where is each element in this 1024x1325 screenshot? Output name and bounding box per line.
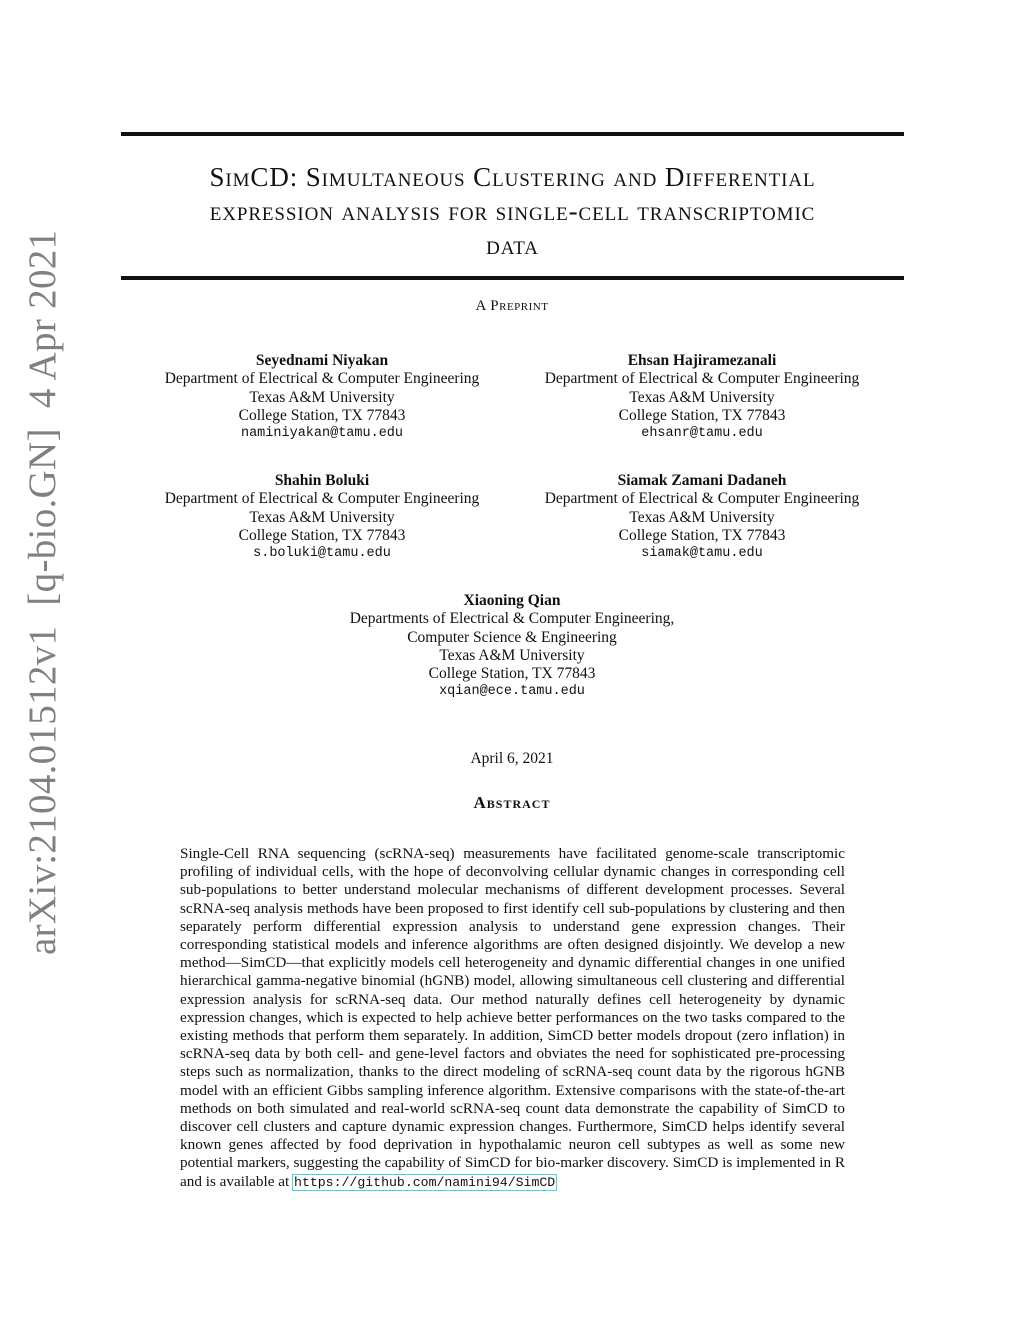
title-line-1: SimCD: Simultaneous Clustering and Differential [209,162,816,192]
author-department: Departments of Electrical & Computer Engineering, [349,610,675,628]
author-name: Xiaoning Qian [463,592,561,609]
author-university: Texas A&M University [249,388,395,406]
abstract-heading: Abstract [473,793,551,812]
author-name: Seyednami Niyakan [255,352,389,369]
author-location: College Station, TX 77843 [618,406,786,424]
arxiv-identifier-stamp: arXiv:2104.01512v1 [q-bio.GN] 4 Apr 2021 [21,229,64,955]
title-line-2: expression analysis for single-cell transcriptomic [209,196,816,226]
author-email[interactable]: siamak@tamu.edu [641,546,763,562]
author-university: Texas A&M University [629,508,775,526]
author-name: Shahin Boluki [274,472,370,489]
author-block-niyakan [122,352,522,443]
author-email[interactable]: ehsanr@tamu.edu [641,426,763,442]
author-location: College Station, TX 77843 [238,406,406,424]
github-link[interactable]: https://github.com/namini94/SimCD [294,1174,556,1190]
author-block-qian [262,592,762,702]
abstract-text: Single-Cell RNA sequencing (scRNA-seq) measurements have facilitated genome-scale transcriptomic profiling of individual cells, with the hope of deconvolving cellular dynamic changes in corresponding cell sub-populations to better understand molecular mechanisms of different development processes. Several scRNA-seq analysis methods have been proposed to first identify cell sub-populations by clustering and then separately perform differential expression analysis to understand gene expression changes. Their corresponding statistical models and inference algorithms are often designed disjointly. We develop a new method—SimCD—that explicitly models cell heterogeneity and dynamic differential changes in one unified hierarchical gamma-negative binomial (hGNB) model, allowing simultaneous cell clustering and differential expression analysis for scRNA-seq data. Our method naturally defines cell heterogeneity by dynamic expression changes, which is expected to help achieve better performances on the two tasks compared to the existing methods that perform them separately. In addition, SimCD better models dropout (zero inflation) in scRNA-seq data by both cell- and gene-level factors and obviates the need for sophisticated pre-processing steps such as normalization, thanks to the direct modeling of scRNA-seq count data by the rigorous hGNB model with an efficient Gibbs sampling inference algorithm. Extensive comparisons with the state-of-the-art methods on both simulated and real-world scRNA-seq count data demonstrate the capability of SimCD to discover cell clusters and capture dynamic expression changes. Furthermore, SimCD helps identify several known genes affected by food deprivation in hypothalamic neuron cell subtypes as well as some new potential markers, suggesting the capability of SimCD for bio-marker discovery. SimCD is implemented in R and is available at [180,845,845,1190]
author-department: Department of Electrical & Computer Engineering [164,490,480,508]
paper-title [121,160,904,262]
author-university: Texas A&M University [249,508,395,526]
author-block-hajiramezanali [502,352,902,443]
author-department: Department of Electrical & Computer Engineering [544,490,860,508]
author-email[interactable]: xqian@ece.tamu.edu [439,684,585,700]
author-email[interactable]: s.boluki@tamu.edu [253,546,391,562]
title-top-rule [121,132,904,136]
author-block-dadaneh [502,472,902,563]
author-name: Ehsan Hajiramezanali [627,352,777,369]
author-department-2: Computer Science & Engineering [407,628,617,646]
publication-date: April 6, 2021 [470,750,554,767]
author-department: Department of Electrical & Computer Engineering [544,370,860,388]
title-bottom-rule [121,276,904,280]
author-email[interactable]: naminiyakan@tamu.edu [240,426,404,442]
author-block-boluki [122,472,522,563]
author-university: Texas A&M University [439,646,585,664]
author-university: Texas A&M University [629,388,775,406]
title-line-3: data [486,230,539,260]
author-location: College Station, TX 77843 [238,526,406,544]
author-name: Siamak Zamani Dadaneh [617,472,787,489]
preprint-label: A Preprint [475,298,549,314]
author-location: College Station, TX 77843 [618,526,786,544]
author-location: College Station, TX 77843 [428,665,596,683]
author-department: Department of Electrical & Computer Engineering [164,370,480,388]
abstract-body [180,845,845,1192]
